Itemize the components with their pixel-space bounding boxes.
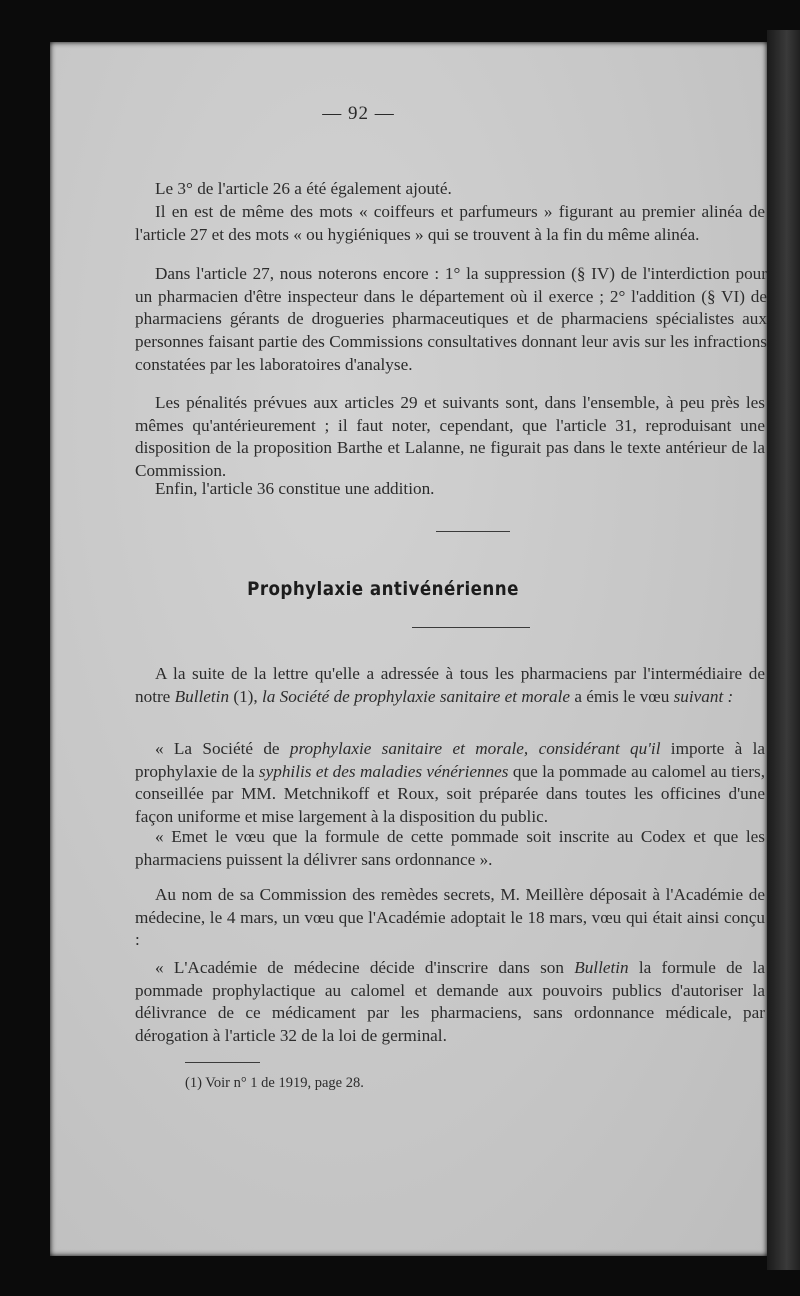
paragraph-penalties: Les pénalités prévues aux articles 29 et suivants sont, dans l'ensemble, à peu près les mêmes qu'antérieurement ; il faut noter, cependant, que l'article 31, reproduisant une disposition de la proposition Barthe et Lalanne, ne figurait pas dans le texte antérieur de la Commission. [135,393,765,481]
paragraph-article-27-changes: Dans l'article 27, nous noterons encore : 1° la suppression (§ IV) de l'interdiction pour un pharmacien d'être inspecteur dans le département où il exerce ; 2° l'addition (§ VI) de pharmaciens gérants de drogueries pharmaceutiques et de pharmaciens spécialistes aux personnes faisant partie des Commissions consultatives donnant leur avis sur les infractions constatées par les laboratoires d'analyse. [135,264,767,374]
paragraph-article-26: Le 3° de l'article 26 a été également ajouté. [155,179,452,198]
section-divider-top [436,531,510,532]
paragraph-article-36: Enfin, l'article 36 constitue une addition. [155,479,435,498]
quote-academy: « L'Académie de médecine décide d'inscrire dans son Bulletin la formule de la pommade prophylactique au calomel et demande aux pouvoirs publics d'autoriser la délivrance de ce médicament par les pharmaciens, sans ordonnance médicale, par dérogation à l'article 32 de la loi de germinal. [135,958,765,1046]
quote-society-wish: « La Société de prophylaxie sanitaire et morale, considérant qu'il importe à la prophylaxie de la syphilis et des maladies vénériennes que la pommade au calomel au tiers, conseillée par MM. Metchnikoff et Roux, soit préparée dans toutes les officines d'une façon uniforme et mise largement à la disposition du public. [135,739,765,827]
book-binding-edge [767,30,800,1270]
page-number: — 92 — [322,103,395,124]
paragraph-commission: Au nom de sa Commission des remèdes secrets, M. Meillère déposait à l'Académie de médecine, le 4 mars, un vœu que l'Académie adoptait le 18 mars, vœu qui était ainsi conçu : [135,885,765,950]
section-divider-bottom [412,627,530,628]
footnote: (1) Voir n° 1 de 1919, page 28. [185,1075,364,1091]
section-title: Prophylaxie antivénérienne [247,578,519,600]
paragraph-article-27-words: Il en est de même des mots « coiffeurs et parfumeurs » figurant au premier alinéa de l'article 27 et des mots « ou hygiéniques » qui se trouvent à la fin du même alinéa. [135,202,765,244]
paragraph-intro: A la suite de la lettre qu'elle a adressée à tous les pharmaciens par l'intermédiaire de notre Bulletin (1), la Société de prophylaxie sanitaire et morale a émis le vœu suivant : [135,664,765,706]
footnote-rule [185,1062,260,1063]
quote-codex-wish: « Emet le vœu que la formule de cette pommade soit inscrite au Codex et que les pharmaciens puissent la délivrer sans ordonnance ». [135,827,765,869]
